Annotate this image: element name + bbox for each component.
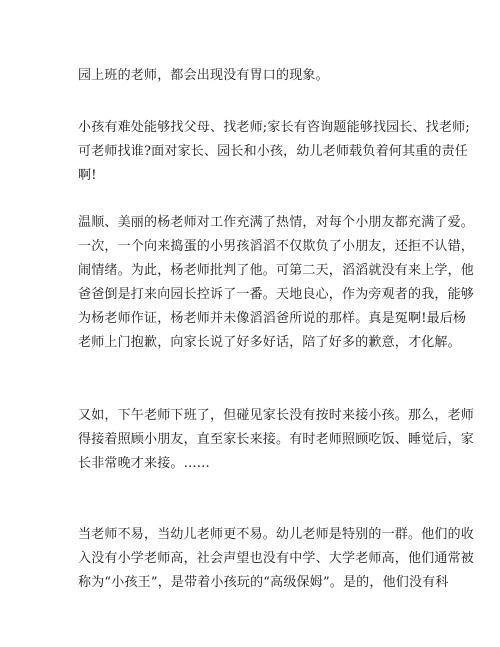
text-line: 闹情绪。为此，杨老师批判了他。可第二天，滔滔就没有来上学，他 [78, 263, 475, 278]
text-line: 入没有小学老师高，社会声望也没有中学、大学老师高，他们通常被 [78, 551, 475, 566]
text-line: 为杨老师作证，杨老师并未像滔滔爸所说的那样。真是冤啊!最后杨 [78, 311, 467, 326]
text-line: 又如，下午老师下班了，但碰见家长没有按时来接小孩。那么，老师 [78, 408, 475, 423]
text-line: 老师上门抱歉，向家长说了好多好话，陪了好多的歉意，才化解。 [78, 335, 461, 350]
text-line: 爸爸倒是打来向园长控诉了一番。天地良心，作为旁观者的我，能够 [78, 287, 475, 302]
text-line: 当老师不易，当幼儿老师更不易。幼儿老师是特别的一群。他们的收 [78, 527, 475, 542]
text-line: 啊! [78, 168, 97, 183]
text-line: 得接着照顾小朋友，直至家长来接。有时老师照顾吃饭、睡觉后，家 [78, 432, 475, 447]
text-line: 温顺、美丽的杨老师对工作充满了热情，对每个小朋友都充满了爱。 [78, 215, 475, 230]
paragraph-3 [78, 211, 475, 355]
text-line: 可老师找谁?面对家长、园长和小孩，幼儿老师载负着何其重的责任 [78, 144, 468, 159]
paragraph-4 [78, 404, 475, 476]
text-line: 园上班的老师，都会出现没有胃口的现象。 [78, 68, 329, 83]
text-line: 小孩有难处能够找父母、找老师;家长有咨询题能够找园长、找老师; [78, 120, 470, 135]
paragraph-2 [78, 116, 470, 188]
text-line: 长非常晚才来接。…… [78, 456, 211, 471]
text-line: 称为“小孩王”，是带着小孩玩的“高级保姆”。是的，他们没有科 [78, 575, 449, 590]
paragraph-1 [78, 64, 428, 88]
text-line: 一次，一个向来捣蛋的小男孩滔滔不仅欺负了小朋友，还拒不认错， [78, 239, 475, 254]
paragraph-5 [78, 523, 475, 595]
